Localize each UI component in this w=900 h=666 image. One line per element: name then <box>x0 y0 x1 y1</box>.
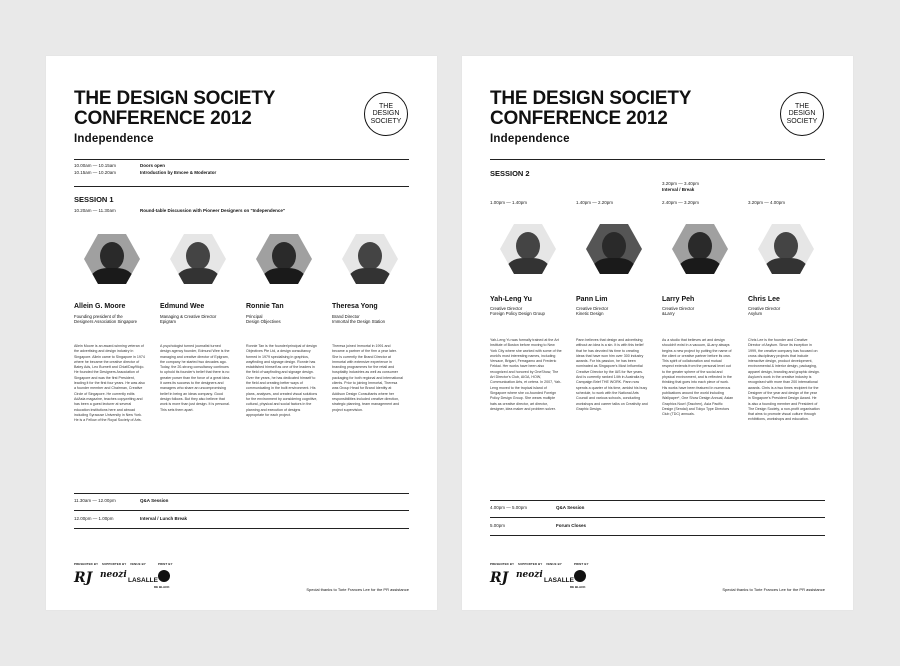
sponsor-logo-deblack-icon <box>574 570 586 582</box>
speaker-role: Creative Director Asylum <box>748 306 781 317</box>
session-label: SESSION 1 <box>74 195 114 204</box>
speaker-photo <box>170 234 226 284</box>
conference-theme: Independence <box>74 133 154 145</box>
speaker-name: Ronnie Tan <box>246 303 284 310</box>
divider <box>74 186 409 187</box>
speaker-time: 1.40pm — 2.20pm <box>576 200 614 205</box>
speaker-photo <box>256 234 312 284</box>
speaker-bio: Theresa joined Immortal in 1991 and became a partner of the firm a year later. She is currently the Brand Director at Immortal with extensive experience in branding programmes for the retail and hospitality industries as well as consumer packaging for both regional and international clients. Prior to joining Immortal, Theresa was Group Head for Brand Identity at Addison Design Consultants where her responsibilities included creative direction, strategic planning, team management and project supervision. <box>332 344 403 412</box>
divider <box>490 517 825 518</box>
sponsor-logo-neozi: neozi <box>100 570 127 580</box>
sponsor-label: PRESENTED BY <box>490 562 515 566</box>
speaker-time: 3.20pm — 4.00pm <box>748 200 786 205</box>
thanks-note: Special thanks to Torie Frances Lee for the PR assistance <box>306 587 409 592</box>
conference-title: THE DESIGN SOCIETY CONFERENCE 2012 <box>490 88 692 129</box>
schedule-time: 4.00pm — 5.00pm <box>490 505 528 510</box>
conference-theme: Independence <box>490 133 570 145</box>
conference-title: THE DESIGN SOCIETY CONFERENCE 2012 <box>74 88 276 129</box>
speaker-name: Edmund Wee <box>160 303 205 310</box>
sponsor-label: SUPPORTED BY <box>102 562 127 566</box>
speaker-photo <box>586 224 642 274</box>
sponsor-name-deblack: DE BLACK <box>154 585 170 589</box>
sponsor-logo-rj: RJ <box>490 570 509 586</box>
interval-event: Interval / Break <box>662 187 695 192</box>
sponsor-logo-neozi: neozi <box>516 570 543 580</box>
speaker-name: Yah-Leng Yu <box>490 296 532 303</box>
speaker-bio: Ronnie Tan is the founder/principal of design Objectives Pte Ltd, a design consultancy formed in 1979 specialising in graphics, wayfinding and signage design. Ronnie has established himself as one of the leaders in the field of wayfinding and signage design. Over the years, he has dedicated himself to the field and creating better ways of communicating in the built environment. His plans, analyses, and created visual solutions for the environment by considering cognitive, cultural, physical and social factors in the planning and execution of designs appropriate for each project. <box>246 344 318 417</box>
speaker-time: 2.40pm — 3.20pm <box>662 200 700 205</box>
schedule-event: Doors open <box>140 163 166 168</box>
speaker-role: Creative Director &Larry <box>662 306 695 317</box>
divider <box>74 510 409 511</box>
speaker-role: Managing & Creative Director Epigram <box>160 314 217 325</box>
schedule-time: 10.15am — 10.20am <box>74 170 117 175</box>
divider <box>74 528 409 529</box>
sponsor-logo-lasalle: LASALLE <box>128 577 158 584</box>
speaker-name: Chris Lee <box>748 296 780 303</box>
schedule-event: Q&A Session <box>556 505 585 510</box>
schedule-time: 12.00pm — 1.00pm <box>74 516 114 521</box>
speaker-time: 1.00pm — 1.40pm <box>490 200 528 205</box>
interval-time: 3.20pm — 3.40pm <box>662 181 700 186</box>
speaker-bio: Chris Lee is the founder and Creative Director of Asylum. Since its inception in 1999, the creative company has focused on cross disciplinary projects that include interactive design, product development, environmental & interior design, packaging, apparel design, branding and graphic design. Asylum's work in the creative industry is recognised with more than 200 international awards. Chris is a two times recipient for the Designer of the year and design of the year in Singapore's President Design Award. He is also a founding member and President of The Design Society, a non-profit organisation that aims to promote visual culture through exhibitions, workshops and education. <box>748 338 820 422</box>
divider <box>74 159 409 160</box>
speaker-photo <box>342 234 398 284</box>
design-society-logo: THE DESIGN SOCIETY <box>780 92 824 136</box>
speaker-bio: A psychologist turned journalist turned design agency founder, Edmund Wee is the managing and creative director of Epigram, the company he started two decades ago. Today, the 20-strong consultancy continues to uphold its founder's belief that there is no greater power than the force of a great idea. It owes its success to the designers and managers who share an uncompromising belief in being an ideas company. Good design follows. But they also believe that work is more than just design. It is personal. This sets them apart. <box>160 344 231 412</box>
sponsor-label: PRINT BY <box>158 562 173 566</box>
session-event: Round-table Discussion with Pioneer Designers on "Independence" <box>140 208 286 213</box>
programme-page-2 <box>462 56 853 610</box>
sponsor-logo-deblack-icon <box>158 570 170 582</box>
speaker-name: Larry Peh <box>662 296 695 303</box>
schedule-event: Forum Closes <box>556 523 587 528</box>
speaker-name: Theresa Yong <box>332 303 378 310</box>
speaker-name: Pann Lim <box>576 296 608 303</box>
schedule-time: 11.30am — 12.00pm <box>74 498 116 503</box>
schedule-time: 5.00pm <box>490 523 506 528</box>
speaker-role: Brand Director Immortal the Design Station <box>332 314 386 325</box>
programme-page-1 <box>46 56 437 610</box>
session-time: 10.20am — 11.30am <box>74 208 116 213</box>
speaker-role: Creative Director Kinetic Design <box>576 306 609 317</box>
speaker-bio: As a studio that believes art and design shouldn't exist in a vacuum, &Larry always begins a new project by putting the name of the client or creative partner before its own. This spirit of collaboration and mutual respect extends from the personal level out to the greater sphere of the social and physical environment, and is reflected in the thinking that goes into each piece of work. His works have been featured in numerous publications around the world including Wallpaper*, One Show Design Annual, Asian Graphics Now! (Taschen), Asia Pacific Design (Sendai) and Tokyo Type Directors Club (TDC) annuals. <box>662 338 734 417</box>
sponsor-label: VENUE BY <box>546 562 562 566</box>
design-society-logo: THE DESIGN SOCIETY <box>364 92 408 136</box>
divider <box>490 500 825 501</box>
speaker-bio: Yah-Leng Yu was formally trained at the Art Institute of Boston before moving to New York City where she worked with some of the world's most interesting names, including Versace, Brigart, Ferragamo and Frederic Fekkai. Her works have been also recognized and honored by OneShow, The Art Director's Club, AIGA, HOW, Communication Arts, et cetera. In 2007, Yah-Leng moved to the tropical island of Singapore where she co-founded Foreign Policy Design Group. She wears multiple hats as creative director, art director, designer, idea maker and problem solver. <box>490 338 562 411</box>
speaker-bio: Pann believes that design and advertising without an idea is a sin. It is with this belief that he has devoted his time to creating ideas that have won him over 300 industry awards. For his passion, he has been nominated as Singapore's Most Influential Creative Director by the IAS for five years. And is currently ranked 14th in Australia by Campaign Brief THE WORK. Pann now spends a quarter of his time, amidst his busy schedule, to work with the National Arts Council and various schools, conducting workshops and career talks on Creativity and Graphic Design. <box>576 338 648 411</box>
schedule-event: Q&A Session <box>140 498 169 503</box>
speaker-photo <box>672 224 728 274</box>
thanks-note: Special thanks to Torie Frances Lee for the PR assistance <box>722 587 825 592</box>
sponsor-label: VENUE BY <box>130 562 146 566</box>
speaker-role: Principal Design Objectives <box>246 314 281 325</box>
schedule-event: Introduction by Emcee & Moderator <box>140 170 217 175</box>
speaker-role: Founding president of the Designers Association Singapore <box>74 314 138 325</box>
sponsor-label: SUPPORTED BY <box>518 562 543 566</box>
speaker-name: Allein G. Moore <box>74 303 126 310</box>
schedule-time: 10.00am — 10.15am <box>74 163 117 168</box>
session-label: SESSION 2 <box>490 169 530 178</box>
speaker-photo <box>758 224 814 274</box>
sponsor-name-deblack: DE BLACK <box>570 585 586 589</box>
sponsor-logo-lasalle: LASALLE <box>544 577 574 584</box>
sponsor-label: PRINT BY <box>574 562 589 566</box>
sponsor-label: PRESENTED BY <box>74 562 99 566</box>
schedule-event: Interval / Lunch Break <box>140 516 188 521</box>
sponsor-logo-rj: RJ <box>74 570 93 586</box>
speaker-bio: Allein Moore is an award-winning veteran of the advertising and design industry in Singapore. Allein came to Singapore in 1974 where he became the creative director of Batey Ads, Leo Burnett and Chiat/Day/Mojo. He founded the Designers Association of Singapore and was the first President, leading it for the first four years. He was also a founder member and Chairman, Creative Circle of Singapore. He currently edits AdAsia magazine, teaches copywriting and has been a guest lecturer at several education institutions here and abroad including Syracuse University in New York. He is a Fellow of the Royal Society of Arts. <box>74 344 145 423</box>
speaker-photo <box>84 234 140 284</box>
speaker-photo <box>500 224 556 274</box>
speaker-role: Creative Director Foreign Policy Design Group <box>490 306 545 317</box>
divider <box>490 159 825 160</box>
divider <box>490 535 825 536</box>
divider <box>74 493 409 494</box>
